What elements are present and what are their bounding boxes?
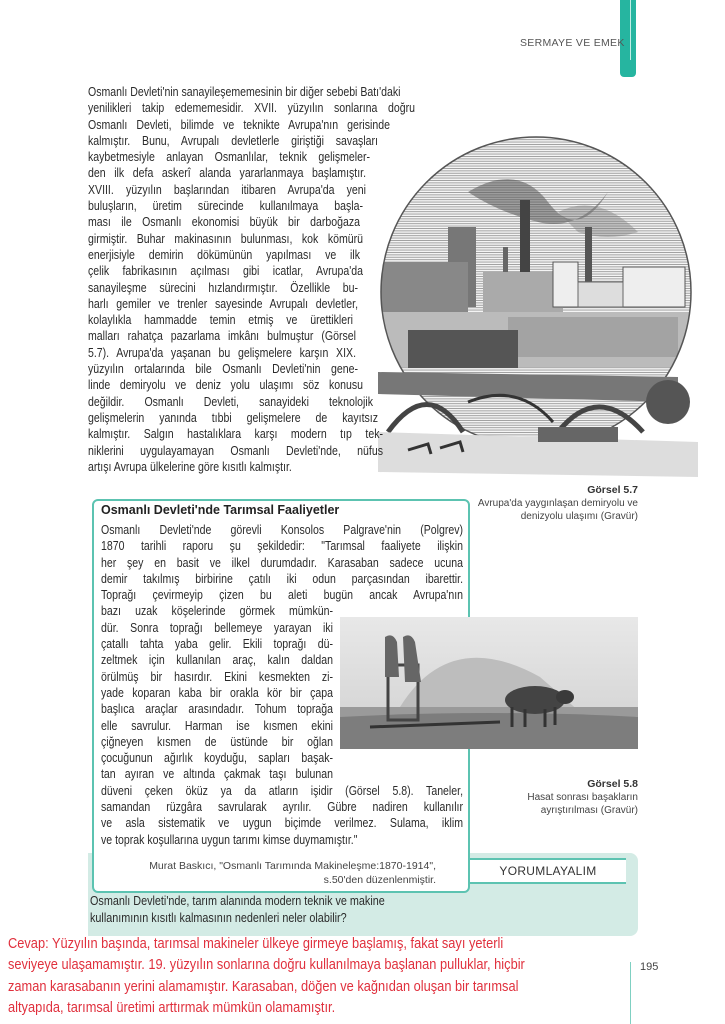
text-line: demir takılmış birbirine çatılı iki odun parçasından ibarettir. [101,570,463,586]
text-line: den ilk defa askerî alanda yararlanmaya başlamıştır. [88,165,366,181]
figure-5-7-caption-line: Avrupa'da yaygınlaşan demiryolu ve [477,498,638,509]
text-line: Osmanlı Devleti'nin sanayileşememesinin bir diğer sebebi Batı'daki [88,84,401,99]
text-line: bazı uzak köşelerinde görmek mümkün- [101,603,333,619]
answer-text [8,933,525,1018]
text-line: linde demiryolu ve deniz yolu ulaşımı söz konusu [88,377,363,393]
text-line: malları rahatça pazarlama imkânı bulmuştur (Görsel [88,328,356,344]
text-line: kaybetmesiyle anlayan Osmanlılar, teknik gelişmeler- [88,149,370,165]
text-line: dür. Sonra toprağı bellemeye yarayan iki [101,619,333,635]
text-line: samandan rüzgâra savrularak ayrılır. Gübre nadiren kullanılır [101,799,463,815]
text-line: kolaylıkla hammadde temin etmiş ve ürettikleri [88,312,353,328]
text-line: XVIII. yüzyılın başlarından itibaren Avrupa'da yeni [88,181,366,197]
text-line: zeltmek için kullanılan araç, kalın daldan [101,652,333,668]
text-line: çelik fabrikasının açılması gibi icatlar, Avrupa'da [88,263,363,279]
main-paragraph [88,84,415,475]
text-line: ve asla sistematik ve uygun biçimde verilmez. Sulama, iklim [101,815,463,831]
section-header: SERMAYE VE EMEK [520,37,625,49]
text-line: örülmüş bir hasırdır. Ekini kesmekten zi- [101,668,333,684]
text-line: çiğneyen kısmen de üstünde bir oğlan [101,733,333,749]
text-line: enerjisiyle demirin dökümünün yapılması ve ilk [88,246,360,262]
text-line: 5.7). Avrupa'da yaşanan bu gelişmelere karşın XIX. [88,344,356,360]
text-line: gelişmelerin yanında tıbbi gelişmelere de kayıtsız [88,409,378,425]
text-line: kalmıştır. Salgın hastalıklara karşı modern tıp tek- [88,426,383,442]
text-line: çatallı tahta yaba gelir. Ekili toprağı dü- [101,636,333,652]
figure-5-8-caption-line: ayrıştırılması (Gravür) [540,805,638,816]
text-line: başlıca araçlar arasındadır. Tohum toprağa [101,701,333,717]
text-line: değildir. Osmanlı Devleti, sanayideki teknolojik [88,393,373,409]
text-line: buluşların, üretim sürecinde kullanılmaya başla- [88,198,363,214]
answer-line: altyapıda, tarımsal üretimi arttırmak mümkün olamamıştır. [8,998,336,1016]
answer-line: Cevap: Yüzyılın başında, tarımsal makineler ülkeye girmeye başlamış, fakat sayı yeterli [8,935,504,952]
figure-5-8-label: Görsel 5.8 [587,778,638,790]
text-line: Osmanlı Devleti'nde görevli Konsolos Palgrave'nin (Polgrev) [101,522,463,537]
chapter-tab-stripe [630,0,631,60]
text-line: sanayileşme sürecini hızlandırmıştır. Özellikle bu- [88,279,358,295]
text-line: Toprağı çevirmeyip çizen bu aleti bugün ancak Avrupa'nın [101,587,463,603]
text-line: yüzyılın ortalarında bile Osmanlı Devleti'nin gene- [88,361,358,377]
text-line: her şey en basit ve ilkel durumdadır. Karasaban sadece ucuna [101,554,463,570]
text-line: kalmıştır. Bunu, Avrupalı devletlerle giriştiği savaşları [88,132,378,148]
figure-5-8-caption [440,778,638,817]
text-line: çocuğunun ağırlık koyduğu, sapları başak- [101,750,333,766]
citation-line: Murat Baskıcı, "Osmanlı Tarımında Makineleşme:1870-1914", [149,860,436,872]
text-line: tan ayıran ve altında çakmak taşı bulunan [101,766,333,782]
figure-5-8-caption-line: Hasat sonrası başakların [527,792,638,803]
text-line: harlı gemiler ve trenler sayesinde Avrupalı devletler, [88,295,358,311]
answer-line: seviyeye ulaşamamıştır. 19. yüzyılın sonlarına doğru kullanılmaya başlanan pulluklar, hiçbir [8,956,525,974]
citation [106,860,436,887]
text-line: niklerini uygulayamayan Osmanlı Devleti'nde, nüfus [88,442,383,458]
page-margin-line [630,962,631,1024]
text-line: düveni çeken öküz ya da atların işidir (Görsel 5.8). Taneler, [101,782,463,798]
text-line: Osmanlı Devleti, bilimde ve teknikte Avrupa'nın gerisinde [88,116,390,132]
text-line: ması ile Osmanlı ekonomisi büyük bir darboğaza [88,214,360,230]
answer-line: zaman karasabanın yerini alamamıştır. Karasaban, döğen ve kağnıdan oluşan bir tarımsal [8,977,519,995]
yorumlayalim-label: YORUMLAYALIM [470,858,626,884]
engraving-threshing-image [340,617,638,749]
figure-5-7-label: Görsel 5.7 [587,484,638,496]
text-line: girmiştir. Buhar makinasının bulunması, kok kömürü [88,230,363,246]
question-line: kullanımının kısıtlı kalmasının nedenleri neler olabilir? [90,909,347,925]
figure-5-7-caption-line: denizyolu ulaşımı (Gravür) [520,511,638,522]
text-line: 1870 tarihli raporu şu şekildedir: "Tarımsal faaliyete ilişkin [101,538,463,554]
info-box-title: Osmanlı Devleti'nde Tarımsal Faaliyetler [101,503,340,517]
activity-question [90,893,385,926]
text-line: artışı Avrupa ülkelerine göre kısıtlı kalmıştır. [88,458,292,474]
page-number: 195 [640,961,659,973]
question-line: Osmanlı Devleti'nde, tarım alanında modern teknik ve makine [90,893,385,908]
engraving-railway-image [378,132,698,482]
citation-line: s.50'den düzenlenmiştir. [323,873,436,886]
text-line: elle savrulur. Harman ise kısmen ekini [101,717,333,733]
text-line: yenilikleri takip edememesidir. XVII. yüzyılın sonlarına doğru [88,100,415,116]
text-line: ve toprak koşullarına uygun tarımı kimse duymamıştır." [101,831,358,847]
text-line: yade koparan kaba bir orakla kör bir çapa [101,684,333,700]
